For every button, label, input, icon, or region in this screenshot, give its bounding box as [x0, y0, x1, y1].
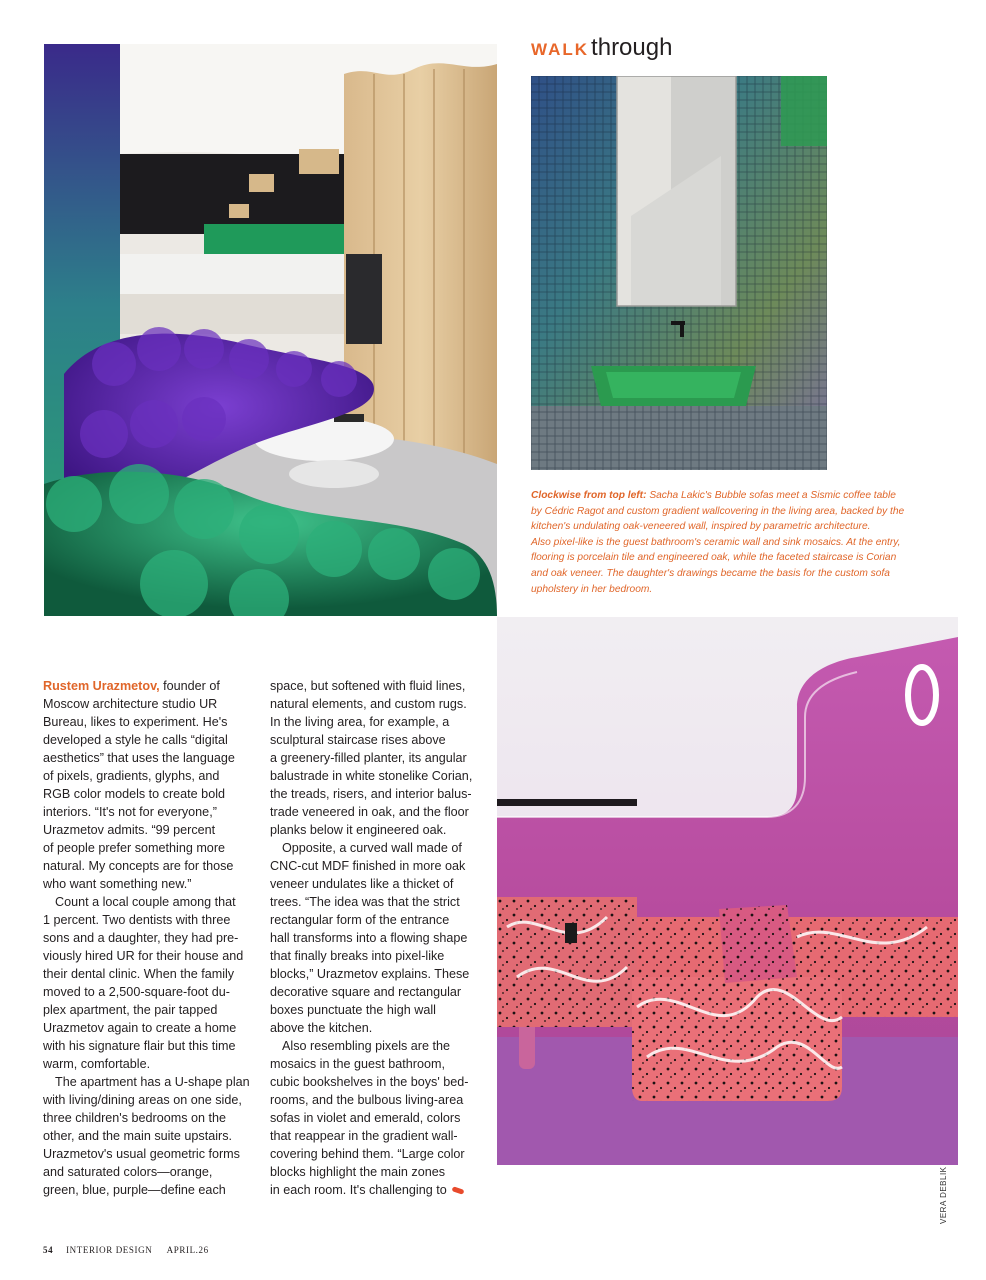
article-line: Urazmetov again to create a home [43, 1021, 237, 1035]
article-line: green, blue, purple—define each [43, 1183, 226, 1197]
article-line: 1 percent. Two dentists with three [43, 913, 231, 927]
article-line: decorative square and rectangular [270, 985, 462, 999]
article-line: moved to a 2,500-square-foot du- [43, 985, 230, 999]
article-line: viously hired UR for their house and [43, 949, 244, 963]
section-label-walk: WALK [531, 40, 590, 59]
article-line: boxes punctuate the high wall [270, 1003, 436, 1017]
article-line: a greenery-filled planter, its angular [270, 751, 467, 765]
section-label [531, 34, 672, 64]
article-line: natural elements, and custom rugs. [270, 697, 467, 711]
caption-text: Sacha Lakic's Bubble sofas meet a Sismic coffee table [649, 490, 896, 501]
article-line: and saturated colors—orange, [43, 1165, 213, 1179]
article-lead-name: Rustem Urazmetov, [43, 679, 160, 693]
article-line: sons and a daughter, they had pre- [43, 931, 239, 945]
article-line: Bureau, likes to experiment. He's [43, 715, 228, 729]
photo-credit: VERA DEBLIK [939, 1166, 948, 1224]
article-line: other, and the main suite upstairs. [43, 1129, 233, 1143]
caption-line: by Cédric Ragot and custom gradient wallcovering in the living area, backed by the [531, 505, 905, 517]
article-line: Urazmetov admits. “99 percent [43, 823, 216, 837]
bedroom-photo [497, 617, 958, 1165]
living-area-photo [44, 44, 497, 616]
article-line: interiors. “It's not for everyone,” [43, 805, 217, 819]
caption-line-1 [531, 488, 911, 504]
article-line: their dental clinic. When the family [43, 967, 235, 981]
article-line: In the living area, for example, a [270, 715, 450, 729]
page-number: 54 [43, 1245, 54, 1255]
article-line: aesthetics” that uses the language [43, 751, 235, 765]
article-line: RGB color models to create bold [43, 787, 225, 801]
article-line: trade veneered in oak, and the floor [270, 805, 469, 819]
continue-arrow-icon [451, 1186, 464, 1194]
article-line: CNC-cut MDF finished in more oak [270, 859, 466, 873]
article-line: warm, comfortable. [43, 1057, 151, 1071]
article-line: the treads, risers, and interior balus- [270, 787, 472, 801]
section-label-through: through [591, 34, 673, 61]
article-line: planks below it engineered oak. [270, 823, 447, 837]
article-line: rooms, and the bulbous living-area [270, 1093, 464, 1107]
page-folio [43, 1245, 209, 1255]
article-line: Also resembling pixels are the [282, 1039, 450, 1053]
article-line: balustrade in white stonelike Corian, [270, 769, 473, 783]
article-line [43, 677, 249, 695]
article-line: blocks highlight the main zones [270, 1165, 446, 1179]
article-line: that finally breaks into pixel-like [270, 949, 445, 963]
article-line: Moscow architecture studio UR [43, 697, 218, 711]
article-line: hall transforms into a flowing shape [270, 931, 468, 945]
article-line: rectangular form of the entrance [270, 913, 450, 927]
article-line: Urazmetov's usual geometric forms [43, 1147, 240, 1161]
article-column-1 [43, 677, 249, 1199]
caption-line: and oak veneer. The daughter's drawings became the basis for the custom sofa [531, 567, 890, 579]
article-line: veneer undulates like a thicket of [270, 877, 454, 891]
article-line: trees. “The idea was that the strict [270, 895, 460, 909]
article-line: sculptural staircase rises above [270, 733, 446, 747]
photo-caption [531, 488, 911, 597]
article-line: covering behind them. “Large color [270, 1147, 465, 1161]
article-line: blocks,” Urazmetov explains. These [270, 967, 470, 981]
article-line: above the kitchen. [270, 1021, 373, 1035]
guest-bathroom-photo [531, 76, 827, 470]
article-line-last [270, 1181, 480, 1199]
article-line: of people prefer something more [43, 841, 226, 855]
article-line: with living/dining areas on one side, [43, 1093, 242, 1107]
article-line: sofas in violet and emerald, colors [270, 1111, 461, 1125]
article-text: founder of [163, 679, 220, 693]
article-line: that reappear in the gradient wall- [270, 1129, 458, 1143]
article-column-2 [270, 677, 480, 1199]
caption-lead: Clockwise from top left: [531, 490, 647, 501]
article-line: mosaics in the guest bathroom, [270, 1057, 446, 1071]
article-line: space, but softened with fluid lines, [270, 679, 466, 693]
article-line: who want something new.” [43, 877, 192, 891]
issue-date: APRIL.26 [166, 1245, 209, 1255]
article-line: The apartment has a U-shape plan [55, 1075, 250, 1089]
article-line: Count a local couple among that [55, 895, 236, 909]
magazine-name: INTERIOR DESIGN [66, 1245, 153, 1255]
article-line: of pixels, gradients, glyphs, and [43, 769, 220, 783]
article-line: cubic bookshelves in the boys' bed- [270, 1075, 469, 1089]
caption-line: Also pixel-like is the guest bathroom's ceramic wall and sink mosaics. At the entry, [531, 536, 901, 548]
article-line: plex apartment, the pair tapped [43, 1003, 218, 1017]
article-text: in each room. It's challenging to [270, 1183, 447, 1197]
caption-line: upholstery in her bedroom. [531, 583, 653, 595]
article-line: with his signature flair but this time [43, 1039, 236, 1053]
article-line: three children's bedrooms on the [43, 1111, 227, 1125]
caption-line: kitchen's undulating oak-veneered wall, inspired by parametric architecture. [531, 521, 871, 533]
caption-line: flooring is porcelain tile and engineered oak, while the faceted staircase is Corian [531, 552, 897, 564]
article-line: Opposite, a curved wall made of [282, 841, 462, 855]
article-line: developed a style he calls “digital [43, 733, 228, 747]
article-line: natural. My concepts are for those [43, 859, 234, 873]
